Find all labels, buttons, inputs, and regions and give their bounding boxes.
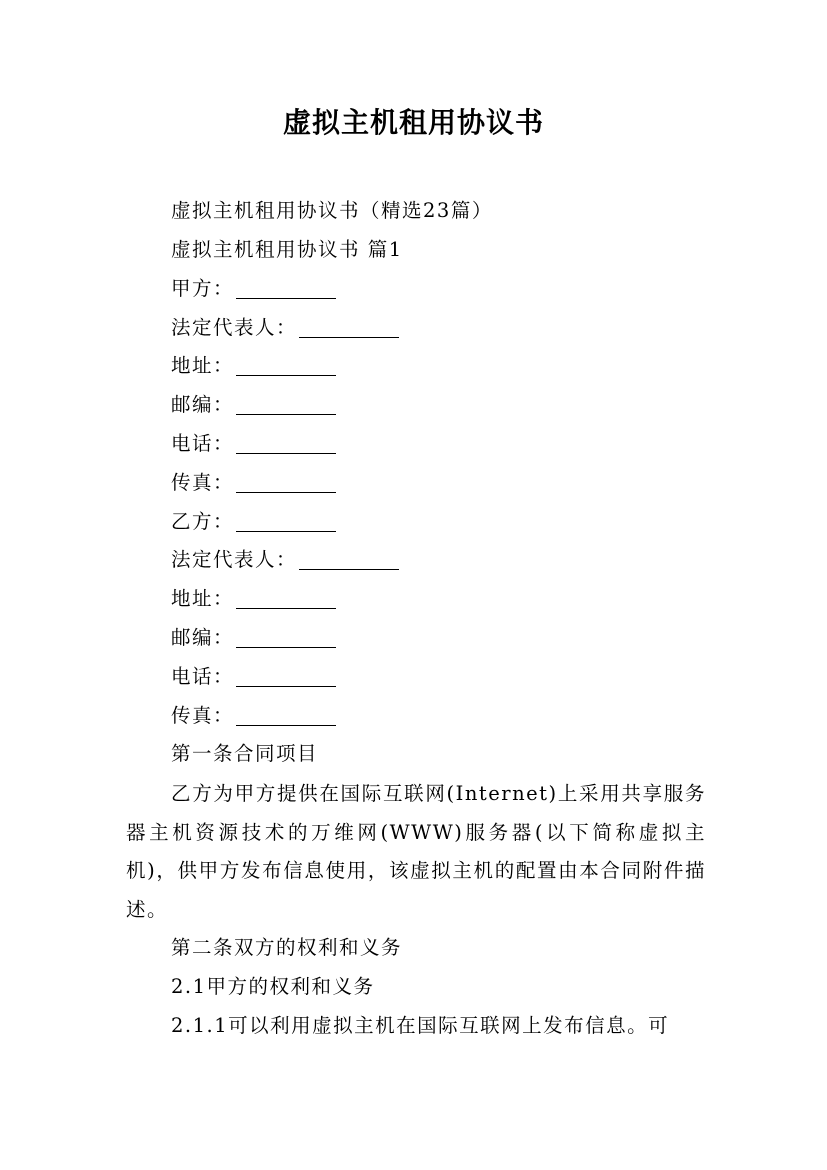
party-b-address-line (171, 584, 336, 614)
party-b-postcode-line (171, 623, 336, 653)
party-b-fax-blank (236, 705, 336, 726)
party-a-name-label: 甲方： (171, 277, 235, 300)
party-b-name-blank (236, 511, 336, 532)
party-a-rep-label: 法定代表人： (171, 316, 298, 339)
party-b-address-blank (236, 588, 336, 609)
clause-2-1-1: 2.1.1可以利用虚拟主机在国际互联网上发布信息。可 (171, 1014, 670, 1037)
article-1-body: 乙方为甲方提供在国际互联网(Internet)上采用共享服务器主机资源技术的万维网(WWW)服务器(以下简称虚拟主机)，供甲方发布信息使用，该虚拟主机的配置由本合同附件描述。 (126, 782, 706, 921)
party-a-address-line (171, 351, 336, 381)
party-b-postcode-blank (236, 627, 336, 648)
party-a-fax-line (171, 468, 336, 498)
party-a-address-label: 地址： (171, 354, 235, 377)
party-a-phone-blank (236, 433, 336, 454)
party-a-phone-line (171, 429, 336, 459)
party-b-phone-line (171, 662, 336, 692)
party-b-phone-blank (236, 666, 336, 687)
clause-2-1: 2.1甲方的权利和义务 (171, 975, 375, 998)
party-b-fax-line (171, 701, 336, 731)
party-a-name-blank (236, 278, 336, 299)
article-1-heading: 第一条合同项目 (171, 742, 319, 765)
party-b-phone-label: 电话： (171, 665, 235, 688)
document-title: 虚拟主机租用协议书 (282, 106, 544, 139)
party-b-rep-line (171, 545, 399, 575)
party-a-rep-blank (299, 317, 399, 338)
article-2-heading: 第二条双方的权利和义务 (171, 936, 403, 959)
party-b-name-label: 乙方： (171, 510, 235, 533)
party-b-fax-label: 传真： (171, 704, 235, 727)
party-a-postcode-blank (236, 394, 336, 415)
document-subtitle: 虚拟主机租用协议书（精选23篇） (171, 199, 493, 222)
party-a-rep-line (171, 313, 399, 343)
party-b-postcode-label: 邮编： (171, 626, 235, 649)
party-b-name-line (171, 507, 336, 537)
party-a-postcode-label: 邮编： (171, 393, 235, 416)
party-a-fax-label: 传真： (171, 471, 235, 494)
party-b-address-label: 地址： (171, 587, 235, 610)
party-a-name-line (171, 274, 336, 304)
party-b-rep-blank (299, 549, 399, 570)
party-a-address-blank (236, 355, 336, 376)
party-a-fax-blank (236, 472, 336, 493)
party-a-phone-label: 电话： (171, 432, 235, 455)
section-heading: 虚拟主机租用协议书 篇1 (171, 238, 403, 261)
party-b-rep-label: 法定代表人： (171, 548, 298, 571)
party-a-postcode-line (171, 390, 336, 420)
